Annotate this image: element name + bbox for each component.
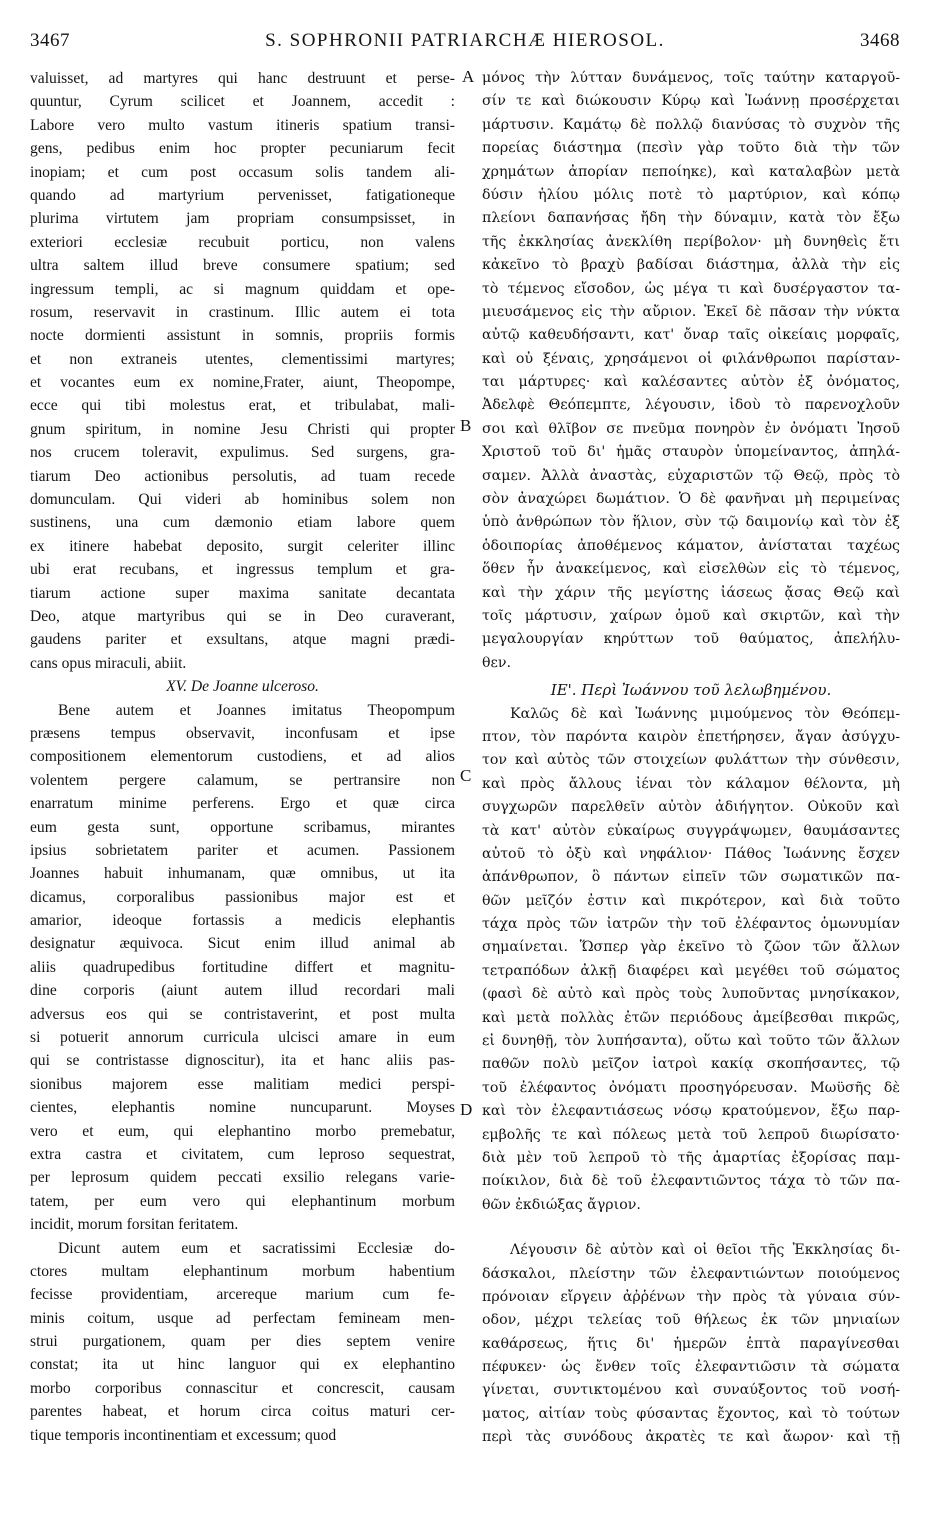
- latin-text-line: morbo corporibus connascitur et concrescit, causam: [30, 1379, 455, 1397]
- latin-text-line: domunculam. Qui videri ab hominibus solem non: [30, 491, 455, 509]
- greek-text-line: διὰ μὲν τοῦ λεπροῦ τὸ τῆς ἁμαρτίας ἐξορίσας παμ-: [482, 1149, 900, 1166]
- greek-text-line: καὶ μετὰ πολλὰς ἐτῶν περιόδους ἀμείβεσθαι πικρῶς,: [482, 1009, 900, 1026]
- latin-text-line: ubi erat recubans, et ingressus templum et gra-: [30, 561, 455, 579]
- greek-text-line: πλείονι δαπανήσας ἤδη τὴν δύναμιν, κατὰ τὸν ἔξω: [482, 210, 900, 227]
- greek-text-line: ἀπάνθρωπον, ὃ πάντων εἰπεῖν τῶν σωματικῶν πα-: [482, 869, 900, 886]
- latin-text-line: sustinens, una cum dæmonio etiam labore quem: [30, 514, 455, 532]
- greek-text-line: τὰ κατ' αὐτὸν εὐκαίρως συγγράψωμεν, θαυμάσαντες: [482, 822, 900, 839]
- greek-text-line: παθῶν πολὺ μεῖζον ἰατροὶ κακίᾳ σκοπήσαντες, τῷ: [482, 1056, 900, 1073]
- latin-text-line: sionibus majorem esse malitiam medici perspi-: [30, 1075, 455, 1093]
- latin-text-line: ex itinere habebat deposito, surgit celeriter illinc: [30, 537, 455, 555]
- greek-text-line: δύσιν ἡλίου μόλις ποτὲ τὸ μαρτύριον, καὶ κόπῳ: [482, 186, 900, 203]
- greek-text-line: πτον, τὸν παρόντα καιρὸν ἐπετήρησεν, ἄγαν ἀσύγχυ-: [482, 728, 900, 745]
- latin-text-line: plurima virtutem jam propriam consumpsisset, in: [30, 210, 455, 228]
- latin-text-line: nos crucem toleravit, expulimus. Sed surgens, gra-: [30, 444, 455, 462]
- latin-text-line: quuntur, Cyrum scilicet et Joannem, accedit :: [30, 93, 455, 111]
- greek-text-line: τῆς ἐκκλησίας ἀνεκλίθη περίβολον· μὴ δυνηθεὶς ἔτι: [482, 233, 900, 250]
- margin-marker-b: B: [460, 416, 472, 435]
- latin-text-line: XV. De Joanne ulceroso.: [166, 678, 319, 696]
- latin-text-line: exteriori ecclesiæ recubuit porticu, non valens: [30, 233, 455, 251]
- latin-text-line: si potuerit annorum curricula ulcisci amare in eum: [30, 1029, 455, 1047]
- greek-text-line: θῶν ἐκδιώξας ἄγριον.: [482, 1196, 641, 1213]
- latin-text-line: strui purgationem, quam per dies septem venire: [30, 1333, 455, 1351]
- latin-text-line: adversus eos qui se contristaverint, et post multa: [30, 1005, 455, 1023]
- greek-text-line: Καλῶς δὲ καὶ Ἰωάννης μιμούμενος τὸν Θεόπεμ-: [510, 705, 900, 722]
- greek-text-line: σίν τε καὶ διώκουσιν Κύρῳ καὶ Ἰωάννῃ προσέρχεται: [482, 93, 900, 110]
- latin-text-line: et vocantes eum ex nomine,Frater, aiunt, Theopompe,: [30, 374, 455, 392]
- latin-text-line: eum gesta sunt, opportune scribamus, mirantes: [30, 818, 455, 836]
- latin-text-line: Bene autem et Joannes imitatus Theopompum: [58, 701, 455, 719]
- latin-text-line: ecce qui tibi molestus erat, et tribulabat, mali-: [30, 397, 455, 415]
- latin-text-line: tique temporis incontinentiam et excessum; quod: [30, 1426, 337, 1444]
- latin-text-line: volentem pergere calamum, se pertransire non: [30, 771, 455, 789]
- greek-text-line: χρημάτων ἀπορίαν πεποίηκε), καὶ καταλαβὼν μετὰ: [482, 163, 900, 180]
- greek-text-line: πορείας διάστημα (πεσὶν γὰρ τοῦτο διὰ τὴν τῶν: [482, 140, 900, 157]
- greek-text-line: συγχωρῶν παρελθεῖν αὐτὸν ἀδιήγητον. Οὐκοῦν καὶ: [482, 799, 900, 816]
- latin-text-line: dicamus, corporalibus passionibus major est et: [30, 888, 455, 906]
- greek-text-line: εμβολῆς τε καὶ πόλεως μετὰ τοῦ λεπροῦ διωρίσατο·: [482, 1126, 900, 1143]
- latin-text-line: ipsius sobrietatem pariter et acumen. Passionem: [30, 841, 455, 859]
- margin-marker-a: A: [462, 67, 475, 86]
- greek-text-line: ματος, αἰτίαν τοὺς φύσαντας ἔχοντος, καὶ τὸ τούτων: [482, 1405, 900, 1422]
- column-number-left: 3467: [30, 30, 70, 51]
- latin-text-line: per leprosum quidem peccati exsilio relegans varie-: [30, 1169, 455, 1187]
- page-header: [30, 30, 900, 56]
- latin-text-line: tiarum actione super maxima sanitate decantata: [30, 584, 455, 602]
- latin-text-line: tiarum Deo actionibus persolutis, ad tuam recede: [30, 467, 455, 485]
- greek-text-line: περὶ τὰς συνόδους ἀκρατὲς τε καὶ ἄωρον· καὶ τῇ: [482, 1429, 900, 1446]
- margin-marker-d: D: [460, 1100, 473, 1119]
- greek-text-line: (φασὶ δὲ αὐτὸ καὶ πρὸς τοὺς λυποῦντας μνησίκακον,: [482, 986, 900, 1003]
- greek-text-line: δάσκαλοι, πλείστην τῶν ἐλεφαντιώντων ποιούμενος: [482, 1265, 900, 1282]
- latin-text-line: dine corporis (aiunt autem illud recordari mali: [30, 982, 455, 1000]
- running-title: S. SOPHRONII PATRIARCHÆ HIEROSOL.: [265, 30, 665, 51]
- greek-text-line: αὐτῷ καθευδήσαντι, κατ' ὄναρ ταῖς οἰκείαις μορφαῖς,: [482, 327, 900, 344]
- latin-text-line: fecisse providentiam, arcereque marium cum fe-: [30, 1286, 455, 1304]
- greek-text-line: πέφυκεν· ὡς ἔνθεν τοῖς ἐλεφαντιῶσιν τὰ σώματα: [482, 1359, 900, 1376]
- greek-text-line: ὅθεν ἦν ἀνακείμενος, καὶ εἰσελθὼν εἰς τὸ τέμενος,: [482, 561, 900, 578]
- greek-text-line: αὐτοῦ τὸ ὀξὺ καὶ νηφάλιον· Πάθος Ἰωάννης ἔσχεν: [482, 845, 900, 862]
- latin-column: [30, 67, 455, 1447]
- latin-text-line: quando ad martyrium pervenisset, fatigationeque: [30, 186, 455, 204]
- greek-text-line: σαμεν. Ἀλλὰ ἀναστὰς, εὐχαριστῶν τῷ Θεῷ, πρὸς τὸ: [482, 467, 900, 484]
- column-number-right: 3468: [860, 30, 900, 51]
- greek-text-line: τάχα πρὸς τῶν ἰατρῶν τὴν τοῦ ἐλέφαντος ὁμωνυμίαν: [482, 916, 900, 933]
- greek-text-line: τὸ τέμενος εἴσοδον, ὡς μέγα τι καὶ δυσέργαστον τα-: [482, 280, 900, 297]
- latin-text-line: designatur æquivoca. Sicut enim illud animal ab: [30, 935, 455, 953]
- greek-text-line: πρόνοιαν εἴργειν ἀῤῥένων τὴν πρὸς τὰ γύναια σύν-: [482, 1288, 900, 1305]
- latin-text-line: ctores multam elephantinum morbum habentium: [30, 1262, 455, 1280]
- greek-text-line: τοῖς μάρτυσιν, χαίρων ὁμοῦ καὶ σκιρτῶν, καὶ τὴν: [482, 607, 900, 624]
- greek-text-line: καθάρσεως, ἥτις δι' ἡμερῶν ἑπτὰ παραγίνεσθαι: [482, 1335, 900, 1352]
- latin-text-line: incidit, morum forsitan feritatem.: [30, 1216, 239, 1234]
- greek-text-line: γίνεται, συντικτομένου καὶ συναύξοντος τοῦ νοσή-: [482, 1382, 900, 1399]
- greek-text-line: ὑπὸ ἀνθρώπων τὸν ἥλιον, σὺν τῷ δαιμονίῳ καὶ τὸν ἐξ: [482, 514, 900, 531]
- latin-text-line: Joannes habuit inhumanam, quæ omnibus, ut ita: [30, 865, 455, 883]
- greek-text-line: μάρτυσιν. Καμάτῳ δὲ πολλῷ διανύσας τὸ συχνὸν τῆς: [482, 116, 900, 133]
- greek-text-line: ΙΕ'. Περὶ Ἰωάννου τοῦ λελωβημένου.: [550, 681, 832, 700]
- latin-text-line: ultra saltem illud breve consumere spatium; sed: [30, 257, 455, 275]
- latin-text-line: cientes, elephantis nomine nuncuparunt. Moyses: [30, 1099, 455, 1117]
- latin-text-line: ingressum templi, ac si magnum quiddam et ope-: [30, 280, 455, 298]
- greek-column: [482, 67, 900, 1450]
- latin-text-line: cans opus miraculi, abiit.: [30, 654, 187, 672]
- latin-text-line: aliis quadrupedibus fortitudine differt et magnitu-: [30, 958, 455, 976]
- greek-text-line: σημαίνεται. Ὥσπερ γὰρ ἐκεῖνο τὸ ζῶον τῶν ἄλλων: [482, 939, 900, 956]
- latin-text-line: compositionem elementorum custodiens, et ad alios: [30, 748, 455, 766]
- greek-text-line: εἰ δυνηθῇ, τὸν λυπήσαντα), οὕτω καὶ τοῦτο τῶν ἄλλων: [482, 1033, 900, 1050]
- greek-text-line: μιευσάμενος εἰς τὴν αὔριον. Ἐκεῖ δὲ πᾶσαν τὴν νύκτα: [482, 303, 900, 320]
- greek-text-line: τετραπόδων ἀλκῇ διαφέρει καὶ μεγέθει τοῦ σώματος: [482, 962, 900, 979]
- latin-text-line: præsens tempus observavit, inconfusam et ipse: [30, 724, 455, 742]
- latin-text-line: inopiam; et cum post occasum solis tandem ali-: [30, 163, 455, 181]
- margin-marker-c: C: [460, 766, 472, 785]
- latin-text-line: gnum spiritum, in nomine Jesu Christi qui propter: [30, 420, 455, 438]
- latin-text-line: tatem, per eum vero qui elephantinum morbum: [30, 1192, 455, 1210]
- greek-text-line: σοι καὶ θλῖβον σε πνεῦμα πονηρὸν ἐν ὀνόματι Ἰησοῦ: [482, 420, 900, 437]
- greek-text-line: μόνος τὴν λύτταν δυνάμενος, τοῖς ταύτην καταργοῦ-: [482, 70, 900, 86]
- latin-text-line: vero et eum, qui elephantino morbo premebatur,: [30, 1122, 455, 1140]
- latin-text-line: nocte dormienti assistunt in somnis, propriis formis: [30, 327, 455, 345]
- greek-text-line: καὶ τὸν ἐλεφαντιάσεως νόσῳ κρατούμενον, ἔξω παρ-: [482, 1103, 900, 1120]
- greek-text-line: καὶ τὴν χάριν τῆς μεγίστης ἰάσεως ᾄσας Θεῷ καὶ: [482, 584, 900, 601]
- greek-text-line: καὶ οὐ ξέναις, χρησάμενοι οἱ φιλάνθρωποι παρίσταν-: [482, 350, 900, 367]
- greek-text-line: οδον, μέχρι τελείας τοῦ θήλεως ἐκ τῶν μηνιαίων: [482, 1312, 900, 1329]
- latin-text-line: qui se contristasse dignoscitur), ita et hanc aliis pas-: [30, 1052, 455, 1070]
- greek-text-line: θεν.: [482, 654, 512, 671]
- greek-text-line: τον καὶ αὐτὸς τῶν στοιχείων φυλάττων τὴν σύνθεσιν,: [482, 752, 900, 769]
- greek-text-line: ται μάρτυρες· καὶ καλέσαντες αὐτὸν ἐξ ὀνόματος,: [482, 374, 900, 391]
- greek-text-line: τοῦ ἐλέφαντος ὀνόματι προσηγόρευσαν. Μωϋσῆς δὲ: [482, 1079, 900, 1096]
- latin-text-line: Deo, atque martyribus qui se in Deo curaverant,: [30, 607, 455, 625]
- greek-text-line: σὸν ἀναχώρει δωμάτιον. Ὁ δὲ φανῆναι μὴ περιμείνας: [482, 491, 900, 508]
- latin-text-line: gaudens pariter et exsultans, atque magni prædi-: [30, 631, 455, 649]
- greek-text-line: μεγαλουργίαν κηρύττων τοῦ θαύματος, ἀπελήλυ-: [482, 631, 900, 648]
- greek-text-line: ὁδοιπορίας ἀποθέμενος κάματον, ἀνίσταται ταχέως: [482, 537, 900, 554]
- greek-text-line: θῶν μεῖζόν ἐστιν καὶ πικρότερον, καὶ διὰ τοῦτο: [482, 892, 900, 909]
- latin-text-line: amarior, ideoque fortassis a medicis elephantis: [30, 912, 455, 930]
- latin-text-line: minis coitum, usque ad perfectam femineam men-: [30, 1309, 455, 1327]
- latin-text-line: valuisset, ad martyres qui hanc destruunt et perse-: [30, 70, 455, 87]
- latin-text-line: parentes habeat, et horum circa coitus maturi cer-: [30, 1403, 455, 1421]
- greek-text-line: Χριστοῦ τοῦ δι' ἡμᾶς σταυρὸν ὑπομείναντος, ἀπηλά-: [482, 444, 900, 461]
- greek-text-line: ποίκιλον, διὰ δὲ τοῦ ἐλεφαντιῶντος τάχα τὸ τῶν πα-: [482, 1173, 900, 1190]
- latin-text-line: rosum, reservavit in crastinum. Illic autem ei tota: [30, 303, 455, 321]
- latin-text-line: et non extraneis utentes, clementissimi martyres;: [30, 350, 455, 368]
- latin-text-line: extra castra et civitatem, cum leproso sequestrat,: [30, 1145, 455, 1163]
- latin-text-line: gens, pedibus enim hoc propter pecuniarum fecit: [30, 140, 455, 158]
- greek-text-line: καὶ πρὸς ἄλλους ἰέναι τὸν κάλαμον θέλοντα, μὴ: [482, 775, 900, 792]
- latin-text-line: Dicunt autem eum et sacratissimi Ecclesiæ do-: [58, 1239, 455, 1257]
- latin-text-line: constat; ita ut hinc languor qui ex elephantino: [30, 1356, 455, 1374]
- greek-text-line: Λέγουσιν δὲ αὐτὸν καὶ οἱ θεῖοι τῆς Ἐκκλησίας δι-: [510, 1242, 900, 1259]
- latin-text-line: Labore vero multo vastum itineris spatium transi-: [30, 116, 455, 134]
- greek-text-line: Ἀδελφὲ Θεόπεμπτε, λέγουσιν, ἰδοὺ τὸ παρενοχλοῦν: [482, 397, 900, 414]
- latin-text-line: enarratum minime perferens. Ergo et quæ circa: [30, 795, 455, 813]
- greek-text-line: κἀκεῖνο τὸ βραχὺ βαδίσαι διάστημα, ἀλλὰ τὴν εἰς: [482, 257, 900, 274]
